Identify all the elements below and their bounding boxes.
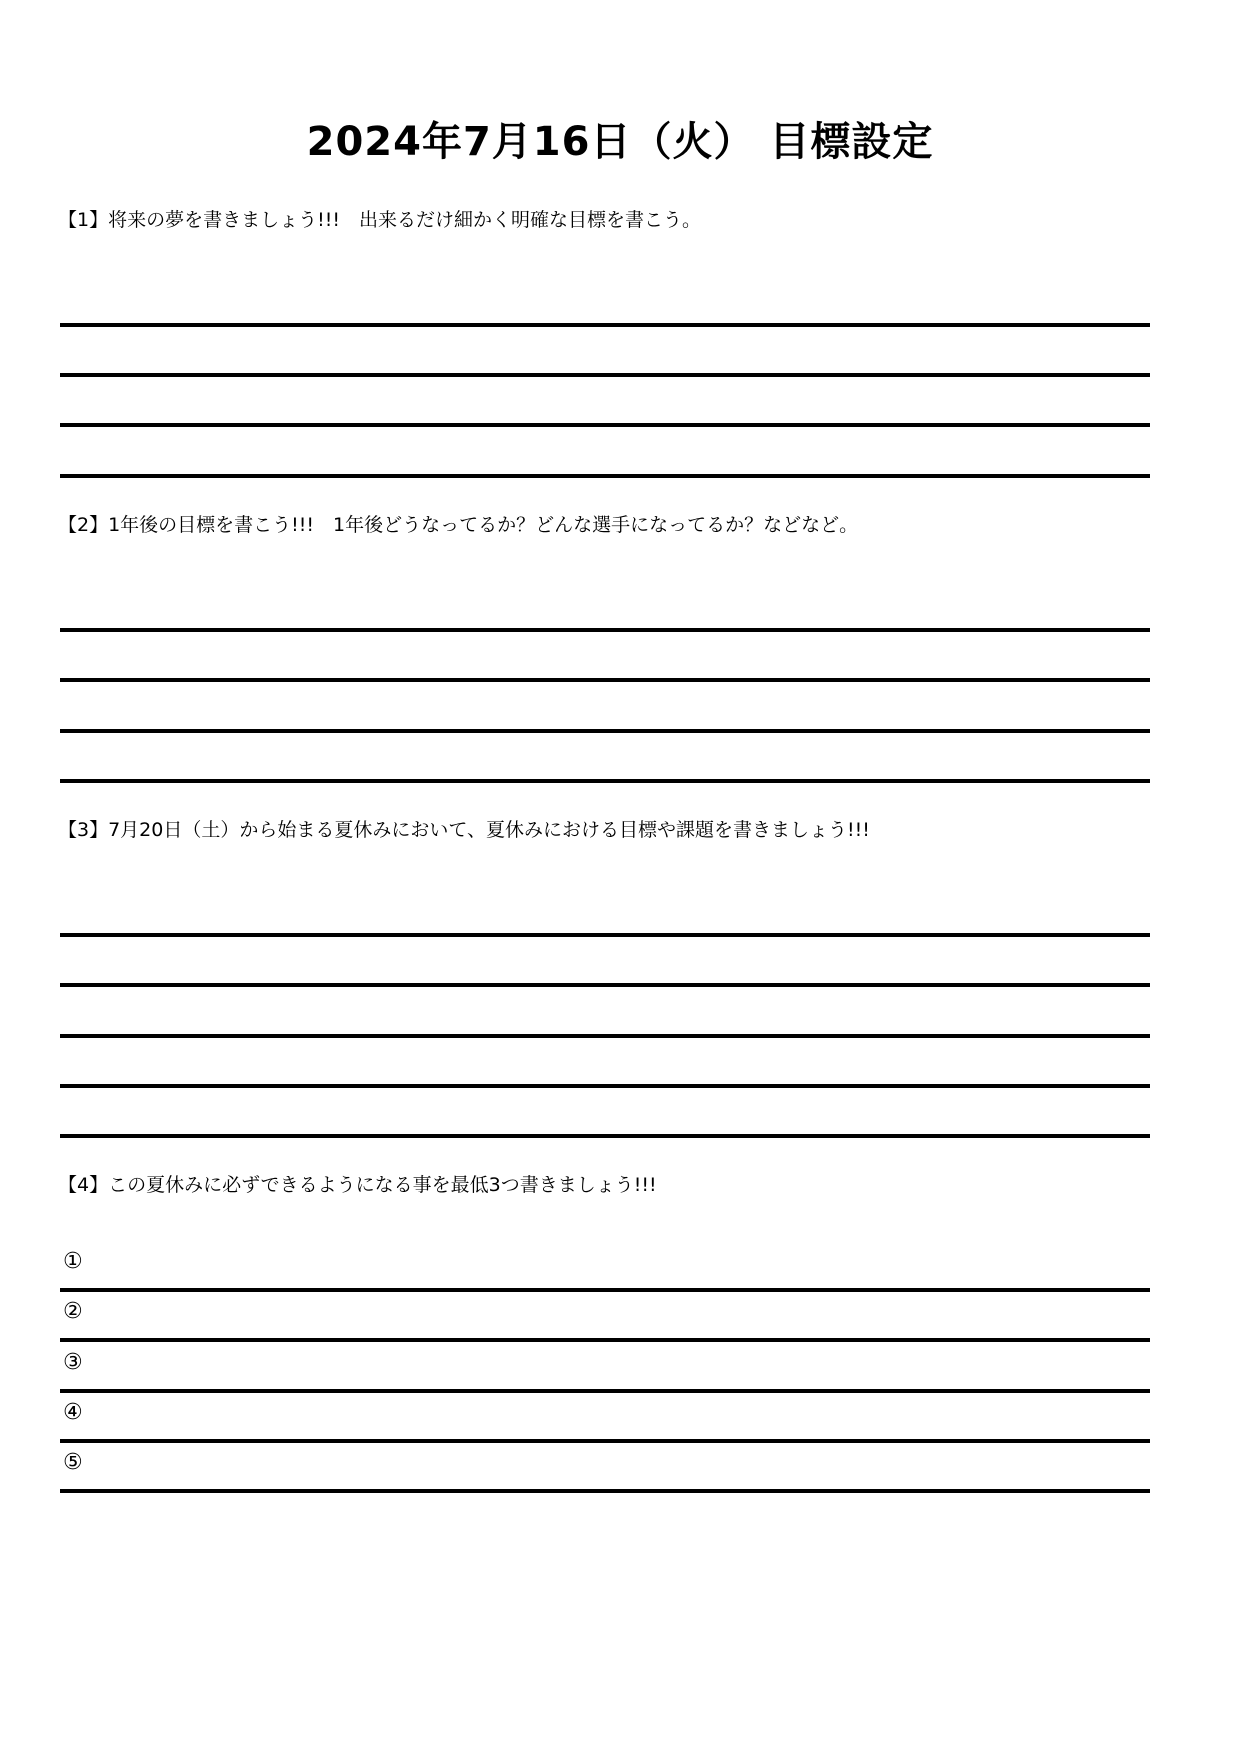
section-2-line-3[interactable] <box>60 729 1150 733</box>
item-4-number: ④ <box>63 1400 83 1425</box>
section-3-line-1[interactable] <box>60 933 1150 937</box>
section-3-prompt: 【3】7月20日（土）から始まる夏休みにおいて、夏休みにおける目標や課題を書きましょう!!! <box>58 819 870 841</box>
section-2-line-4[interactable] <box>60 779 1150 783</box>
item-1-number: ① <box>63 1249 83 1274</box>
section-2-prompt: 【2】1年後の目標を書こう!!! 1年後どうなってるか？どんな選手になってるか？などなど。 <box>58 514 859 536</box>
section-2-line-2[interactable] <box>60 678 1150 682</box>
section-2-line-1[interactable] <box>60 628 1150 632</box>
section-1-line-2[interactable] <box>60 373 1150 377</box>
item-1-line[interactable] <box>60 1288 1150 1292</box>
page-title: 2024年7月16日（火） 目標設定 <box>306 119 934 165</box>
item-3-number: ③ <box>63 1350 83 1375</box>
section-3-line-4[interactable] <box>60 1084 1150 1088</box>
item-5-number: ⑤ <box>63 1450 83 1475</box>
section-3-line-5[interactable] <box>60 1134 1150 1138</box>
section-1-line-3[interactable] <box>60 423 1150 427</box>
item-5-line[interactable] <box>60 1489 1150 1493</box>
section-1-line-1[interactable] <box>60 323 1150 327</box>
section-1-line-4[interactable] <box>60 474 1150 478</box>
item-2-number: ② <box>63 1299 83 1324</box>
section-4-prompt: 【4】この夏休みに必ずできるようになる事を最低3つ書きましょう!!! <box>58 1174 657 1196</box>
item-2-line[interactable] <box>60 1338 1150 1342</box>
item-4-line[interactable] <box>60 1439 1150 1443</box>
section-3-line-3[interactable] <box>60 1034 1150 1038</box>
section-1-prompt: 【1】将来の夢を書きましょう!!! 出来るだけ細かく明確な目標を書こう。 <box>58 209 701 231</box>
section-3-line-2[interactable] <box>60 983 1150 987</box>
item-3-line[interactable] <box>60 1389 1150 1393</box>
